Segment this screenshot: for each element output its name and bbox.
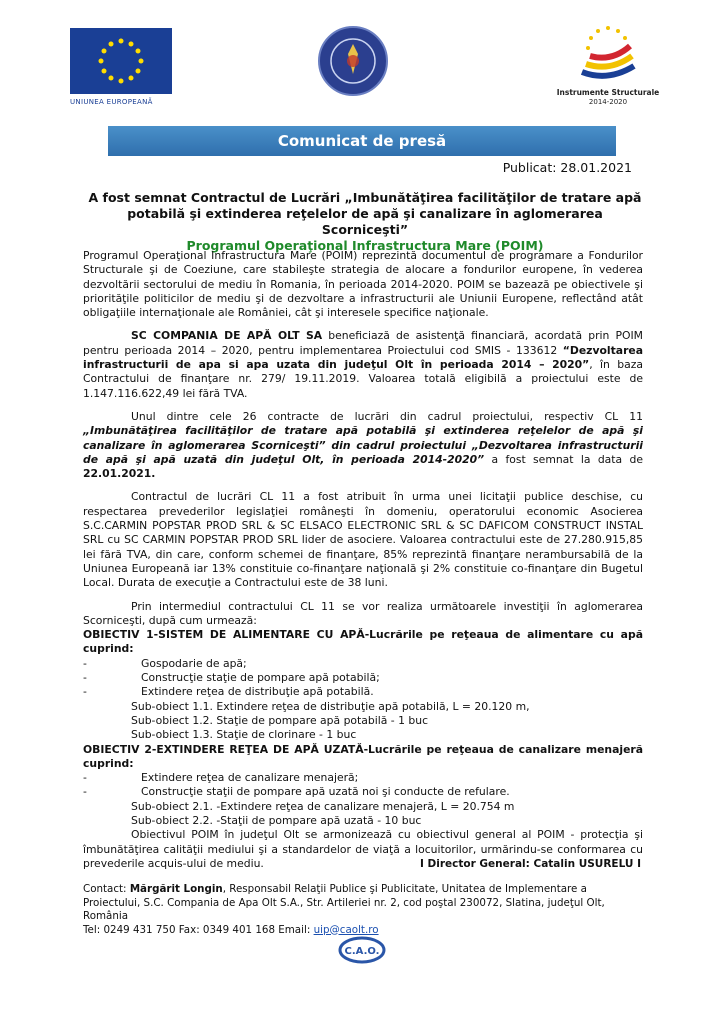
paragraph-poim: Programul Operaţional Infrastructura Mare (POIM) reprezintă documentul de programare a Fondurilor Structurale şi de Coeziune, care stabileşte strategia de alocare a fondurilor europene, în vederea dezvoltării sectorului de mediu în Romania, în perioada 2014-2020. POIM se bazează pe obiectivele şi priorităţile politicilor de mediu şi de dezvoltare a infrastructurii ale Uniunii Europene, reflectând atât obligaţiile internaţionale ale României, cât şi interesele specifice naţionale. (83, 249, 643, 320)
phone-fax-text: Tel: 0249 431 750 Fax: 0349 401 168 Email: (83, 923, 314, 936)
list-item: - Extindere reţea de canalizare menajeră; (83, 771, 359, 785)
financing-text-a: beneficiază de asistenţă financiară, acordată prin POIM pentru perioada 2014 – 2020, pentru implementarea Proiectului cod SMIS - 133612 (83, 329, 643, 357)
document-body (83, 249, 643, 880)
structural-instruments-caption: Instrumente Structurale (556, 88, 660, 97)
publication-date: Publicat: 28.01.2021 (502, 160, 632, 175)
list-item: - Extindere reţea de distribuţie apă potabilă. (83, 685, 374, 699)
financing-text-b: , în baza Contractului de finanţare nr. 279/ 19.11.2019. Valoarea totală eligibilă a proiectului este de 1.147.116.622,49 lei fără TVA. (83, 358, 643, 400)
email-link[interactable]: uip@caolt.ro (313, 923, 379, 936)
list-item: - Gospodarie de apă; (83, 656, 247, 670)
eu-caption: UNIUNEA EUROPEANĂ (70, 98, 153, 106)
contract-text-b: a fost semnat la data de (484, 452, 643, 466)
government-seal-icon (318, 26, 388, 96)
objective-1-items (83, 657, 643, 700)
objective-2-items (83, 771, 643, 800)
contract-name: „Imbunătăţirea facilităţilor de tratare apă potabilă şi extinderea reţelelor de apă şi canalizare în aglomerarea Scorniceşti” din cadrul proiectului „Dezvoltarea infrastructurii de apă şi apă uzată din judeţul Olt, în perioada 2014-2020” (83, 424, 643, 466)
paragraph-conclusion: Obiectivul POIM în judeţul Olt se armonizează cu obiectivul general al POIM - protecţia şi îmbunătăţirea calităţii mediului şi a standardelor de viaţă a locuitorilor, urmărindu-se conformarea cu prevederile acquis-ului de mediu. (83, 828, 643, 870)
contract-text-a: Unul dintre cele 26 contracte de lucrări din cadrul proiectului, respectiv CL 11 (131, 409, 643, 423)
contact-name: Mărgărit Longin (129, 883, 223, 895)
list-item: - Construcţie staţii de pompare apă uzată noi şi conducte de refulare. (83, 785, 510, 799)
eu-logo (70, 28, 172, 108)
structural-instruments-logo (552, 22, 664, 114)
structural-instruments-icon (552, 22, 664, 86)
eu-flag-icon (70, 28, 172, 94)
logo-row (0, 22, 724, 112)
sub-objective: Sub-obiect 1.2. Staţie de pompare apă potabilă - 1 buc (131, 713, 429, 727)
paragraph-financing (83, 329, 643, 400)
document-title (82, 190, 648, 254)
director-signature: I Director General: Catalin USURELU I (419, 858, 641, 870)
list-item: - Construcţie staţie de pompare apă potabilă; (83, 671, 380, 685)
cao-logo (331, 934, 393, 972)
objective-1-heading: OBIECTIV 1-SISTEM DE ALIMENTARE CU APĂ-Lucrările pe reţeaua de alimentare cu apă cuprind: (83, 628, 643, 656)
paragraph-contract (83, 410, 643, 481)
company-name: SC COMPANIA DE APĂ OLT SA (131, 329, 323, 343)
paragraph-investments: Prin intermediul contractului CL 11 se vor realiza următoarele investiţii în aglomerarea Scorniceşti, după cum urmează: (83, 599, 643, 627)
sub-objective: Sub-obiect 2.2. -Staţii de pompare apă uzată - 10 buc (131, 813, 422, 827)
signing-date: 22.01.2021. (83, 467, 156, 481)
sub-objective: Sub-obiect 1.1. Extindere reţea de distribuţie apă potabilă, L = 20.120 m, (131, 699, 530, 713)
cao-logo-text: C.A.O. (344, 946, 380, 957)
cao-logo-icon (331, 934, 393, 972)
paragraph-award: Contractul de lucrări CL 11 a fost atribuit în urma unei licitaţii publice deschise, cu respectarea prevederilor legislaţiei româneşti în domeniu, operatorului economic Asocierea S.C.CARMIN POPSTAR PROD SRL & SC ELSACO ELECTRONIC SRL & SC DAFICOM CONSTRUCT INSTAL SRL cu SC CARMIN POPSTAR PROD SRL lider de asociere. Valoarea contractului este de 27.280.915,85 lei fără TVA, din care, conform schemei de finanţare, 85% reprezintă finanţare nerambursabilă de la Uniunea Europeană iar 13% constituie co-finanţare naţională şi 2% constituie co-finanţare din Bugetul Local. Durata de execuţie a Contractului este de 38 luni. (83, 490, 643, 590)
project-name: “Dezvoltarea infrastructurii de apa si apa uzata din judeţul Olt în perioada 2014 – 2020” (83, 343, 643, 372)
contact-block (83, 883, 647, 937)
sub-objective: Sub-obiect 2.1. -Extindere reţea de canalizare menajeră, L = 20.754 m (131, 799, 515, 813)
structural-instruments-period: 2014-2020 (588, 98, 628, 106)
sub-objective: Sub-obiect 1.3. Staţie de clorinare - 1 buc (131, 728, 357, 742)
contact-details (83, 883, 647, 924)
contact-role: , Responsabil Relaţii Publice şi Publicitate, Unitatea de Implementare a Proiectului, S.C. Compania de Apa Olt S.A., Str. Artileriei nr. 2, cod poştal 230072, Slatina, judeţul Olt, România (83, 883, 605, 922)
objective-2-heading: OBIECTIV 2-EXTINDERE REŢEA DE APĂ UZATĂ-Lucrările pe reţeaua de canalizare menajeră cuprind: (83, 742, 643, 770)
press-release-banner: Comunicat de presă (108, 126, 616, 156)
program-name: Programul Operaţional Infrastructura Mare (POIM) (186, 238, 544, 253)
contact-label: Contact: (83, 883, 130, 895)
title-text: A fost semnat Contractul de Lucrări „Imbunătăţirea facilităţilor de tratare apă potabilă şi extinderea reţelelor de apă şi canalizare în aglomerarea Scorniceşti” (88, 190, 642, 237)
